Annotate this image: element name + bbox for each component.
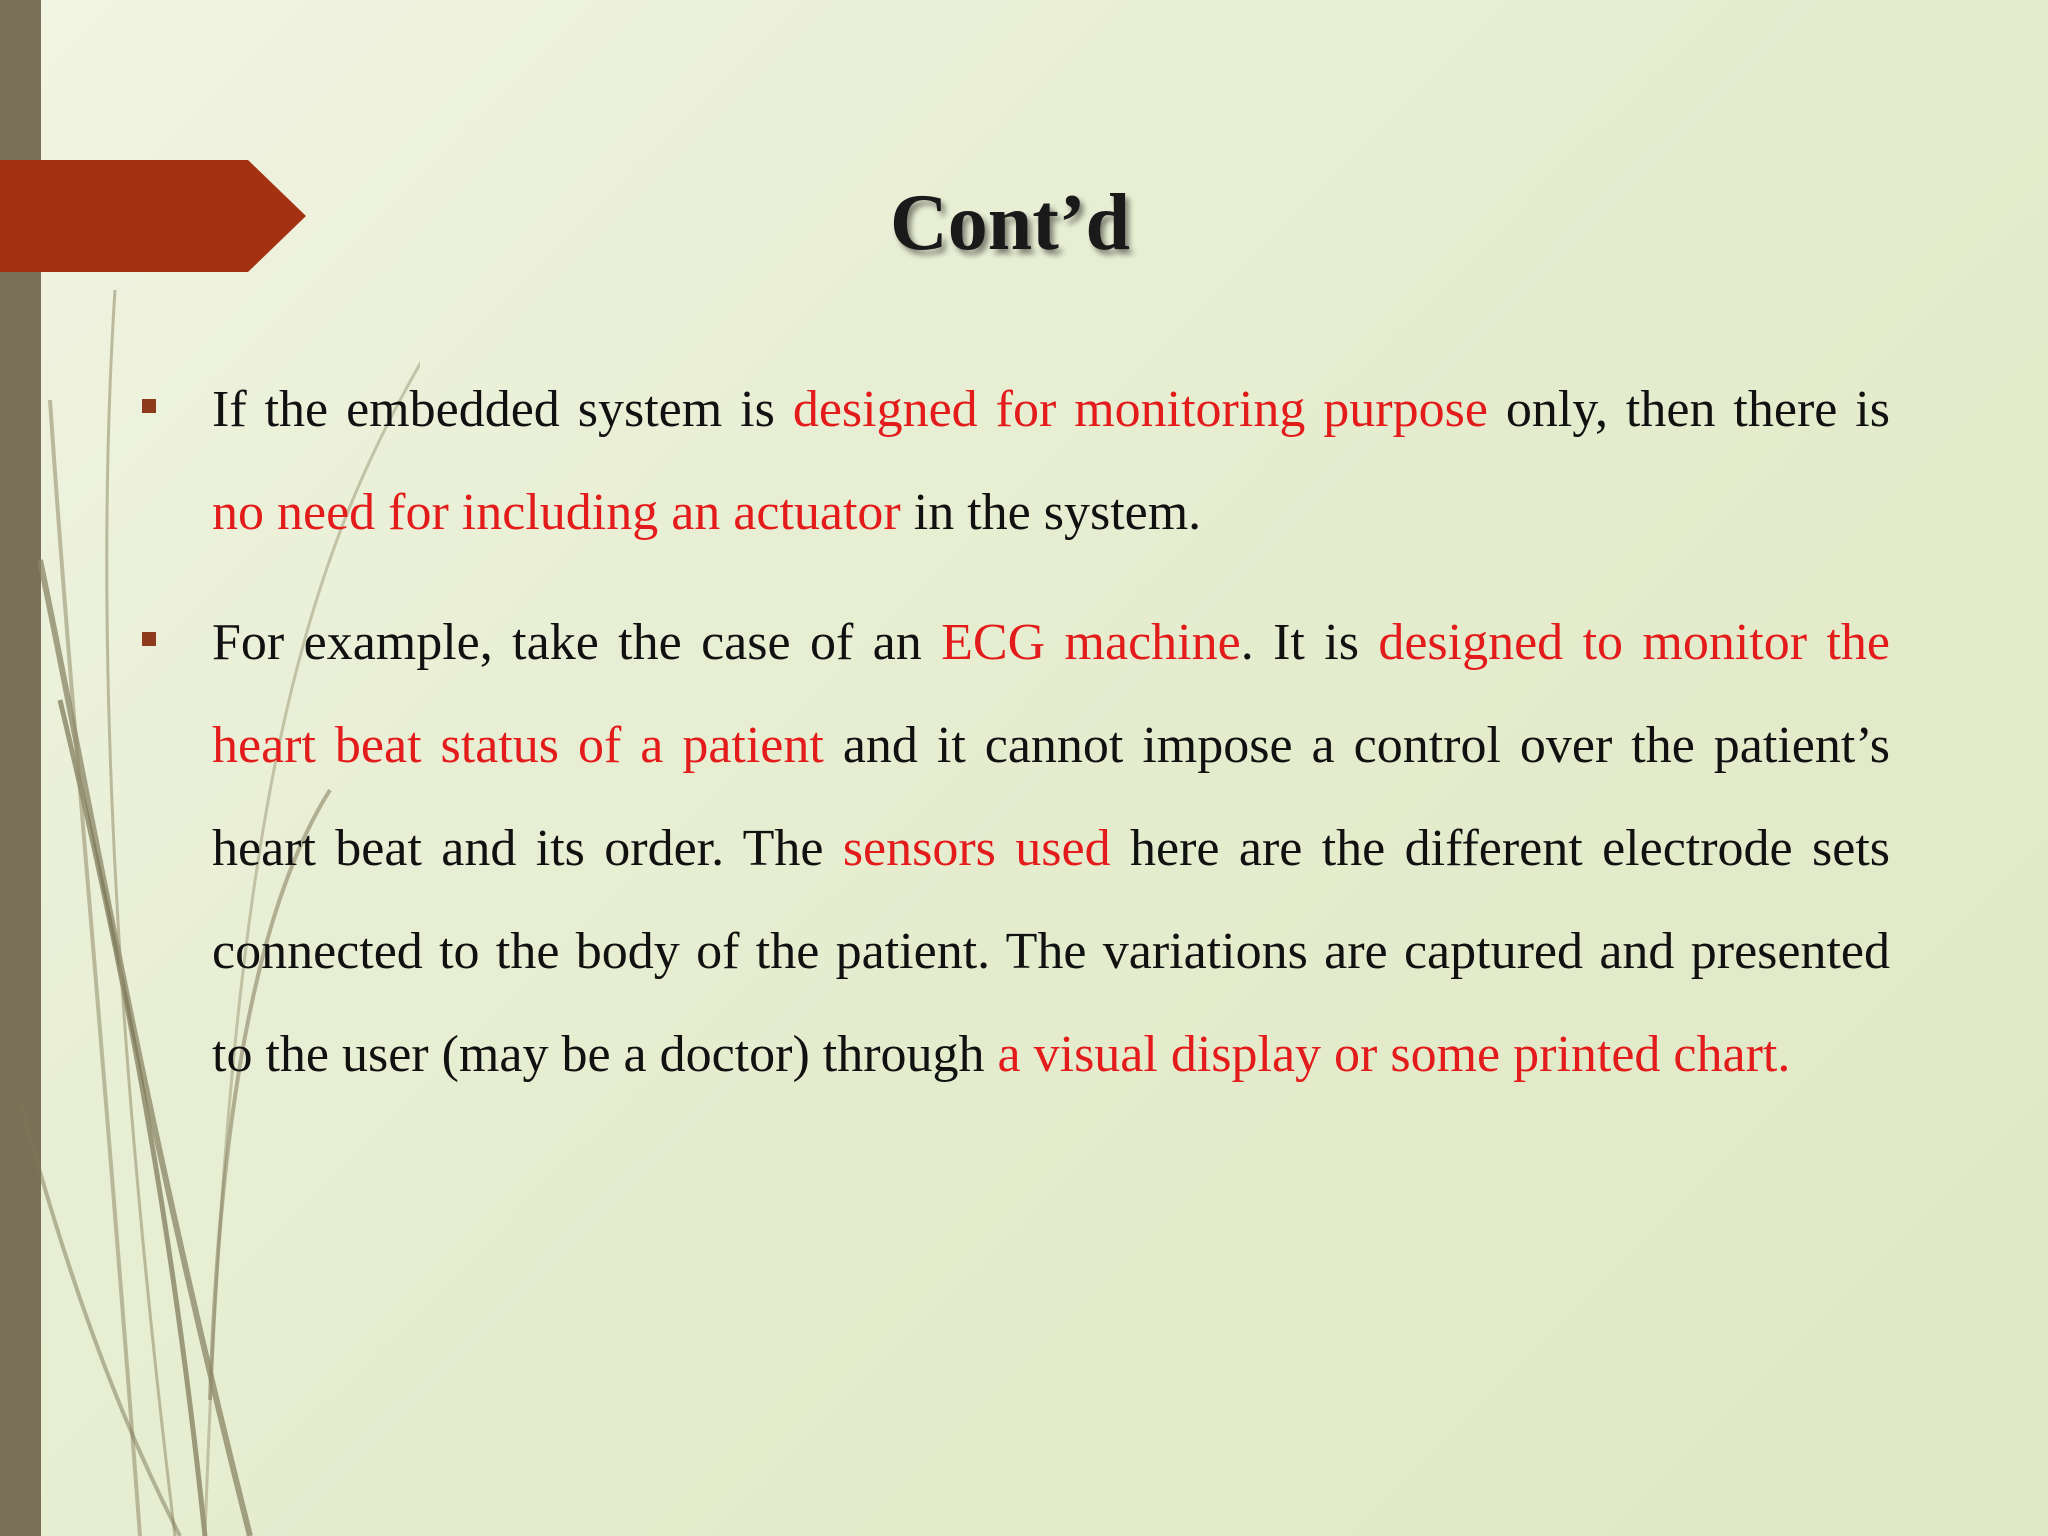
bullet-text: If the embedded system is [212, 381, 793, 438]
bullet-text: . It is [1240, 614, 1379, 671]
slide-title: Cont’d [889, 179, 1131, 267]
bullet-text: For example, take the case of an [212, 614, 942, 671]
square-bullet-icon [142, 399, 156, 413]
highlighted-text: designed for monitoring purpose [792, 381, 1488, 438]
highlighted-text: designed to monitor the heart beat status of a patient [212, 614, 1890, 774]
highlighted-text: a visual display or some printed chart. [997, 1026, 1791, 1083]
bullet-text: here are the different electrode sets connected to the body of the patient. The variations are captured and presented to the user (may be a doctor) through [212, 820, 1891, 1083]
bullet-item-1 [212, 358, 1890, 564]
highlighted-text: sensors used [842, 820, 1111, 877]
highlighted-text: ECG machine [941, 614, 1241, 671]
bullet-item-2 [212, 591, 1890, 1106]
bullet-text: only, then there is [1487, 381, 1890, 438]
bullet-list [212, 358, 1890, 1133]
bullet-text: in the system. [900, 484, 1202, 541]
bullet-text: and it cannot impose a control over the patient’s heart beat and its order. The [212, 717, 1890, 877]
highlighted-text: no need for including an actuator [212, 484, 901, 541]
square-bullet-icon [142, 632, 156, 646]
